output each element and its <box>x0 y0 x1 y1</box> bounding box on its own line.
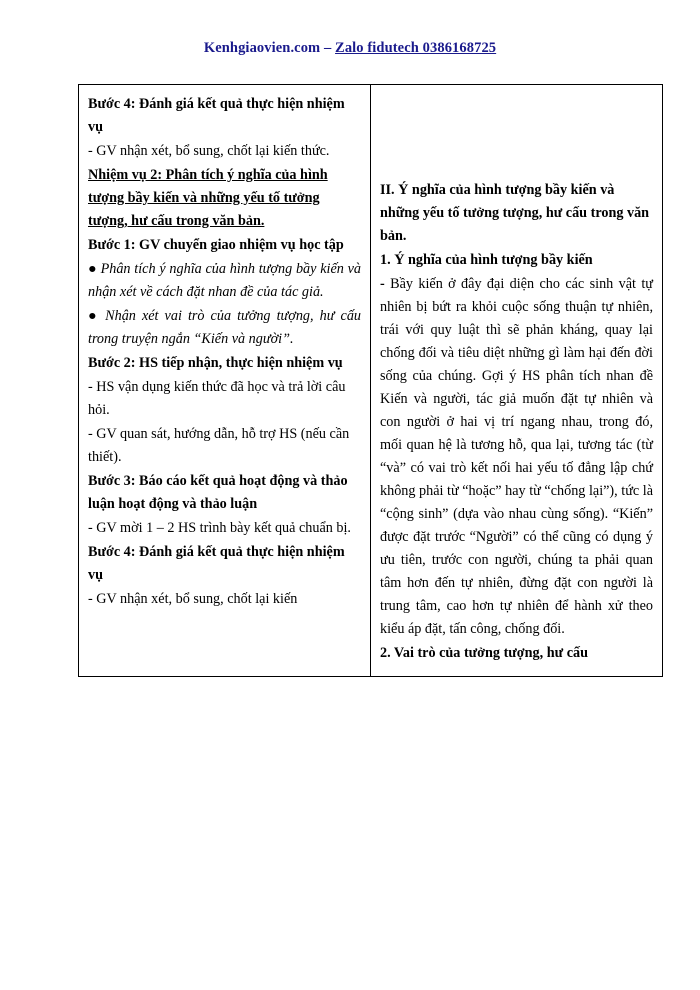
header-site-name: Kenhgiaovien.com <box>203 40 321 56</box>
heading-buoc-3: Bước 3: Báo cáo kết quả hoạt động và thảo luận hoạt động và thảo luận <box>88 473 348 512</box>
bullet-item-2 <box>88 305 361 351</box>
right-column-body <box>380 93 653 665</box>
header-contact-link[interactable]: Zalo fidutech 0386168725 <box>335 40 497 56</box>
header-separator: – <box>320 40 336 56</box>
section-ii-1-body: Bầy kiến ở đây đại diện cho các sinh vật tự nhiên bị bứt ra khỏi cuộc sống thuận tự nhiên, trái với quy luật thì sẽ phản kháng, quay lại chống đối và tiêu diệt những gì làm hại đến đời sống của chúng. Gợi ý HS phân tích nhan đề Kiến và người, tác giả muốn đặt tự nhiên và con người ở hai vị trí ngang nhau, trong đó, mối quan hệ là tương hỗ, qua lại, tương tác (từ “và” có vai trò kết nối hai yếu tố đẳng lập chứ không phải từ “hoặc” hay từ “chống lại”), tức là “cộng sinh” (dựa vào nhau cùng sống). “Kiến” được đặt trước “Người” có thể cũng có dụng ý ưu tiên, trước con người, chúng ta phải quan tâm hơn đến tự nhiên, đừng đặt con người là trung tâm, cao hơn tự nhiên để hành xử theo kiểu áp đặt, tấn công, chống đối. <box>380 276 653 637</box>
left-column-body <box>88 93 361 611</box>
table-cell-content <box>371 85 663 677</box>
bullet-marker: ● <box>88 261 97 277</box>
page-header <box>0 0 700 57</box>
heading-section-ii: II. Ý nghĩa của hình tượng bầy kiến và những yếu tố tưởng tượng, hư cấu trong văn bản. <box>380 182 650 244</box>
text-buoc-4-content: - GV nhận xét, bổ sung, chốt lại kiến thức. <box>88 143 330 159</box>
table-cell-activities <box>79 85 371 677</box>
bullet-item-1-text: Phân tích ý nghĩa của hình tượng bầy kiến và nhận xét về cách đặt nhan đề của tác giả. <box>88 261 361 300</box>
lead-dash: - <box>380 276 385 292</box>
text-section-ii-1-content <box>380 273 653 641</box>
table-row <box>79 85 663 677</box>
bullet-item-1 <box>88 258 361 304</box>
text-buoc-2-content-1: - HS vận dụng kiến thức đã học và trả lời câu hỏi. <box>88 379 346 418</box>
heading-buoc-1: Bước 1: GV chuyển giao nhiệm vụ học tập <box>88 237 344 253</box>
bullet-marker: ● <box>88 308 100 324</box>
text-buoc-3-content: - GV mời 1 – 2 HS trình bày kết quả chuẩn bị. <box>88 520 351 536</box>
text-buoc-2-content-2: - GV quan sát, hướng dẫn, hỗ trợ HS (nếu cần thiết). <box>88 426 350 465</box>
heading-buoc-4: Bước 4: Đánh giá kết quả thực hiện nhiệm vụ <box>88 96 345 135</box>
heading-buoc-2: Bước 2: HS tiếp nhận, thực hiện nhiệm vụ <box>88 355 343 371</box>
heading-buoc-4b: Bước 4: Đánh giá kết quả thực hiện nhiệm vụ <box>88 544 345 583</box>
text-buoc-4b-content: - GV nhận xét, bổ sung, chốt lại kiến <box>88 591 298 607</box>
bullet-item-2-text: Nhận xét vai trò của tưởng tượng, hư cấu trong truyện ngắn “Kiến và người”. <box>88 308 362 347</box>
heading-section-ii-1: 1. Ý nghĩa của hình tượng bầy kiến <box>380 252 593 268</box>
heading-nhiem-vu-2: Nhiệm vụ 2: Phân tích ý nghĩa của hình tượng bầy kiến và những yếu tố tưởng tượng, hư cấu trong văn bản. <box>88 167 328 229</box>
heading-section-ii-2: 2. Vai trò của tưởng tượng, hư cấu <box>380 645 588 661</box>
lesson-plan-table <box>78 84 663 677</box>
right-column-spacer <box>380 93 653 179</box>
